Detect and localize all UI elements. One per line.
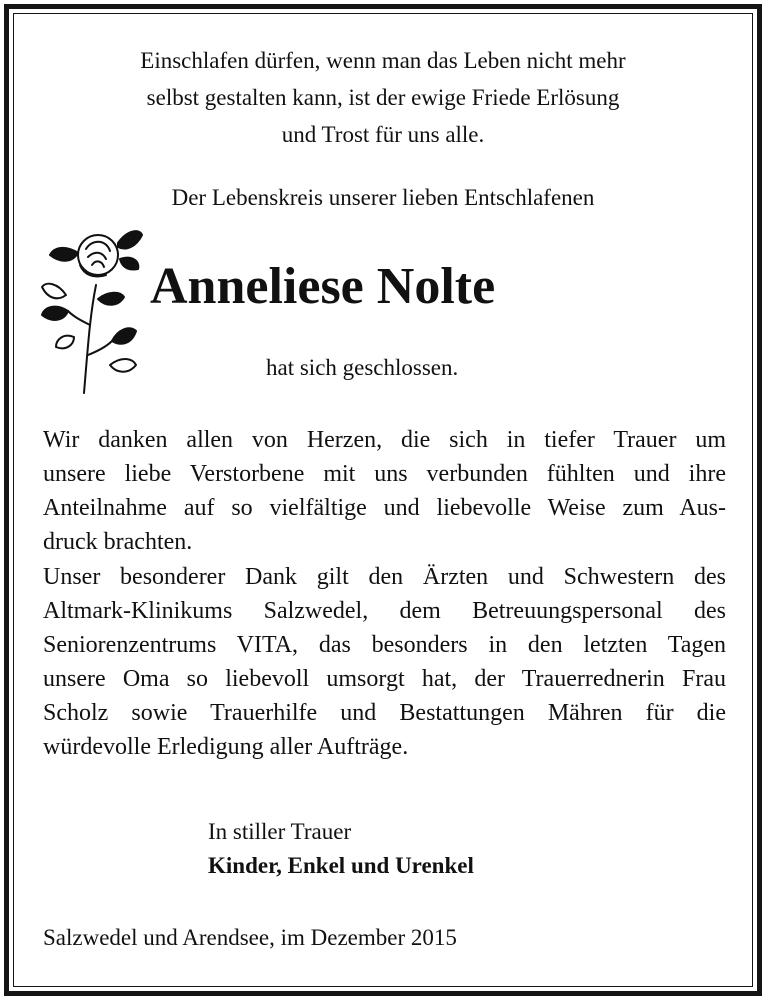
paragraph-line: unsere liebe Verstorbene mit uns verbunden fühlten und ihre [43, 461, 726, 487]
thanks-paragraph [43, 423, 726, 559]
motto-line: selbst gestalten kann, ist der ewige Friede Erlösung [146, 85, 620, 110]
paragraph-line: Scholz sowie Trauerhilfe und Bestattungen Mähren für die [43, 700, 726, 726]
place-date: Salzwedel und Arendsee, im Dezember 2015 [43, 925, 457, 950]
closed-text: hat sich geschlossen. [266, 355, 459, 380]
rose-icon [38, 225, 144, 395]
paragraph-line: druck brachten. [43, 529, 193, 555]
paragraph-line: Wir danken allen von Herzen, die sich in tiefer Trauer um [43, 427, 726, 453]
motto-line: und Trost für uns alle. [281, 122, 485, 147]
signature-names: Kinder, Enkel und Urenkel [208, 853, 474, 878]
paragraph-line: Altmark-Klinikums Salzwedel, dem Betreuungspersonal des [43, 598, 726, 624]
paragraph-line: Anteilnahme auf so vielfältige und liebevolle Weise zum Aus- [43, 495, 726, 521]
motto [0, 42, 766, 153]
paragraph-line: Unser besonderer Dank gilt den Ärzten und Schwestern des [43, 564, 726, 590]
paragraph-line: würdevolle Erledigung aller Aufträge. [43, 734, 409, 760]
special-thanks-paragraph [43, 560, 726, 764]
deceased-name: Anneliese Nolte [150, 258, 496, 315]
intro-text: Der Lebenskreis unserer lieben Entschlafenen [171, 185, 595, 210]
paragraph-line: unsere Oma so liebevoll umsorgt hat, der Trauerrednerin Frau [43, 666, 726, 692]
signature-intro: In stiller Trauer [208, 819, 352, 844]
paragraph-line: Seniorenzentrums VITA, das besonders in den letzten Tagen [43, 632, 726, 658]
signature [208, 815, 474, 883]
motto-line: Einschlafen dürfen, wenn man das Leben nicht mehr [140, 48, 626, 73]
